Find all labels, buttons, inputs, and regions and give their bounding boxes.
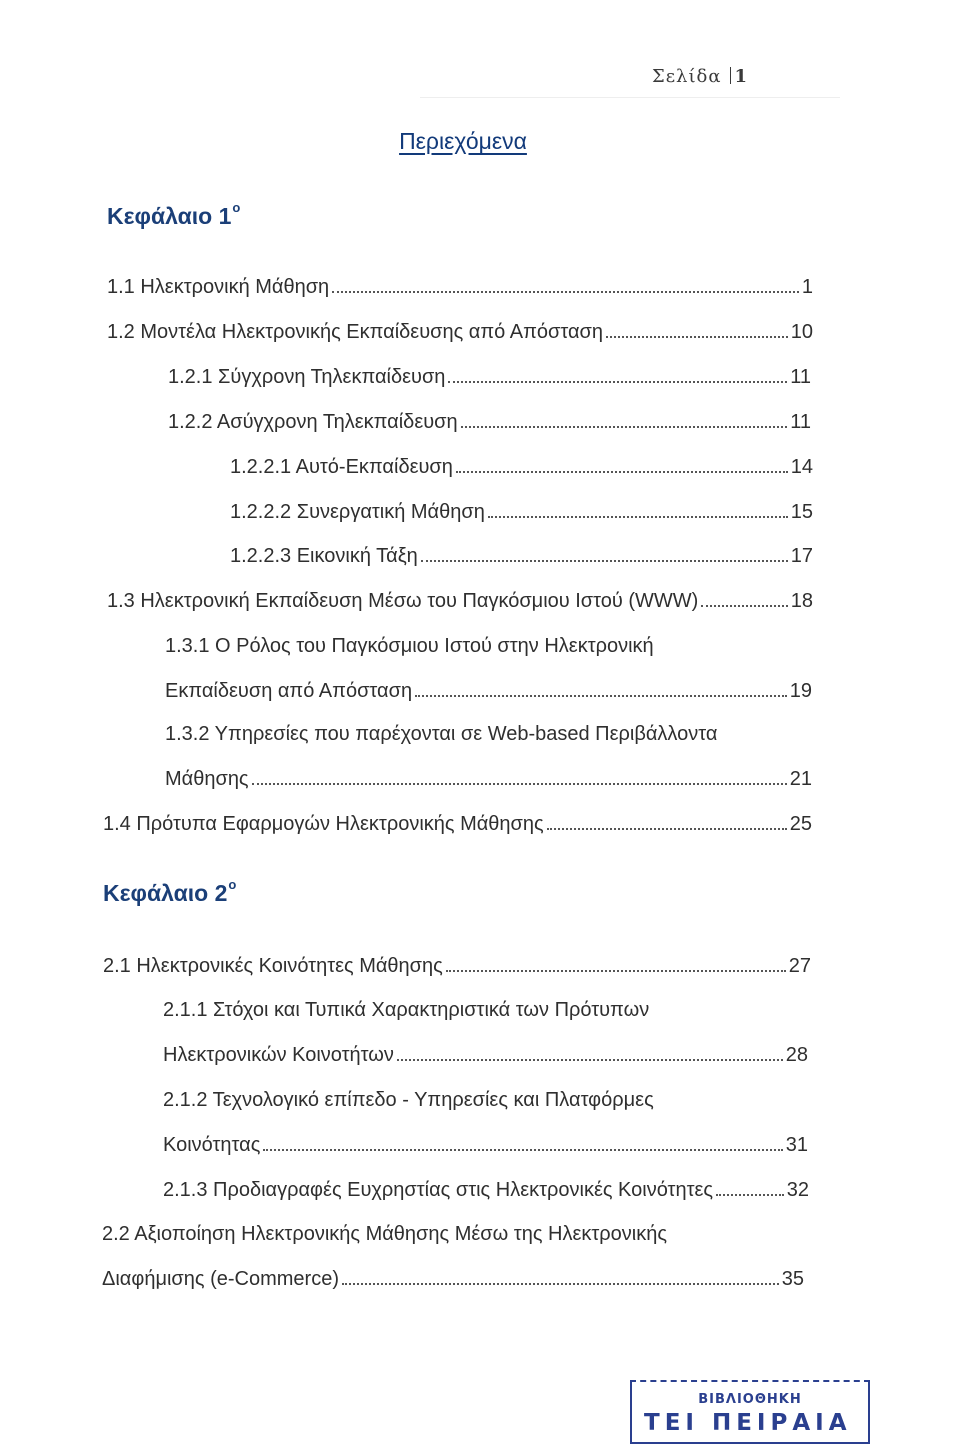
- chapter-1-heading: [107, 200, 240, 230]
- toc-entry-1-3-2-line1: 1.3.2 Υπηρεσίες που παρέχονται σε Web-based Περιβάλλοντα: [165, 723, 718, 745]
- toc-entry-2-2-line1: 2.2 Αξιοποίηση Ηλεκτρονικής Μάθησης Μέσω της Ηλεκτρονικής: [102, 1223, 667, 1245]
- page-header: [652, 66, 852, 98]
- toc-entry-1-3-2[interactable]: [165, 766, 812, 792]
- toc-entry-2-1-2[interactable]: [163, 1132, 808, 1158]
- toc-title: Περιεχόμενα: [399, 128, 527, 154]
- toc-entry-1-3-1-line1: 1.3.1 Ο Ρόλος του Παγκόσμιου Ιστού στην Ηλεκτρονική: [165, 635, 654, 657]
- toc-entry-2-2[interactable]: [102, 1266, 804, 1292]
- toc-entry-label: 2.1.3 Προδιαγραφές Ευχρηστίας στις Ηλεκτρονικές Κοινότητες: [163, 1179, 714, 1201]
- dot-leader: [332, 291, 799, 293]
- header-rule: [420, 97, 840, 98]
- toc-entry-page: 11: [790, 411, 811, 433]
- toc-entry-1-2-2-3[interactable]: [230, 543, 813, 569]
- dot-leader: [415, 695, 787, 697]
- toc-entry-label: 1.2.2.3 Εικονική Τάξη: [230, 545, 418, 567]
- chapter-2-title: Κεφάλαιο 2: [103, 880, 228, 906]
- toc-entry-label: 1.1 Ηλεκτρονική Μάθηση: [107, 276, 330, 298]
- page-label: Σελίδα: [652, 66, 722, 87]
- toc-entry-label: 1.2 Μοντέλα Ηλεκτρονικής Εκπαίδευσης από Απόσταση: [107, 321, 603, 343]
- toc-entry-label: 1.2.1 Σύγχρονη Τηλεκπαίδευση: [168, 366, 446, 388]
- toc-entry-1-2[interactable]: [107, 319, 813, 345]
- toc-entry-page: 28: [785, 1044, 808, 1066]
- toc-entry-page: 35: [781, 1268, 804, 1290]
- toc-entry-page: 19: [789, 680, 812, 702]
- toc-entry-2-1-1[interactable]: [163, 1042, 808, 1068]
- toc-entry-page: 25: [789, 813, 812, 835]
- dot-leader: [252, 783, 787, 785]
- toc-entry-2-1[interactable]: [103, 953, 811, 979]
- chapter-2-heading: [103, 877, 236, 907]
- dot-leader: [263, 1149, 782, 1151]
- stamp-bottom-text: ΤΕΙ ΠΕΙΡΑΙΑ: [644, 1410, 852, 1436]
- toc-entry-label: Εκπαίδευση από Απόσταση: [165, 680, 413, 702]
- toc-entry-label: 2.1 Ηλεκτρονικές Κοινότητες Μάθησης: [103, 955, 443, 977]
- dot-leader: [448, 381, 787, 383]
- toc-entry-1-2-2[interactable]: [168, 409, 811, 435]
- toc-entry-page: 32: [786, 1179, 809, 1201]
- toc-entry-label: 1.4 Πρότυπα Εφαρμογών Ηλεκτρονικής Μάθησης: [103, 813, 544, 835]
- chapter-1-title: Κεφάλαιο 1: [107, 203, 232, 229]
- toc-entry-label: 1.3 Ηλεκτρονική Εκπαίδευση Μέσω του Παγκόσμιου Ιστού (WWW): [107, 590, 699, 612]
- toc-entry-1-4[interactable]: [103, 811, 812, 837]
- toc-entry-1-2-2-1[interactable]: [230, 454, 813, 480]
- dot-leader: [461, 426, 788, 428]
- dot-leader: [446, 970, 786, 972]
- toc-entry-label: Διαφήμισης (e-Commerce): [102, 1268, 339, 1290]
- toc-entry-label: Ηλεκτρονικών Κοινοτήτων: [163, 1044, 394, 1066]
- toc-entry-2-1-1-line1: 2.1.1 Στόχοι και Τυπικά Χαρακτηριστικά των Πρότυπων: [163, 999, 650, 1021]
- toc-entry-page: 1: [801, 276, 813, 298]
- toc-entry-1-2-1[interactable]: [168, 364, 811, 390]
- chapter-2-ordinal: ο: [228, 877, 237, 892]
- toc-entry-label: 1.2.2 Ασύγχρονη Τηλεκπαίδευση: [168, 411, 458, 433]
- toc-entry-page: 14: [790, 456, 813, 478]
- dot-leader: [606, 336, 788, 338]
- dot-leader: [701, 605, 787, 607]
- library-stamp: [630, 1380, 870, 1444]
- dot-leader: [342, 1283, 779, 1285]
- dot-leader: [488, 516, 788, 518]
- dot-leader: [716, 1194, 784, 1196]
- toc-entry-2-1-3[interactable]: [163, 1177, 809, 1203]
- toc-entry-1-3-1[interactable]: [165, 678, 812, 704]
- toc-entry-page: 21: [789, 768, 812, 790]
- toc-entry-1-3[interactable]: [107, 588, 813, 614]
- toc-entry-page: 17: [790, 545, 813, 567]
- toc-entry-page: 27: [788, 955, 811, 977]
- chapter-1-ordinal: ο: [232, 200, 241, 215]
- toc-entry-page: 10: [790, 321, 813, 343]
- dot-leader: [421, 560, 788, 562]
- dot-leader: [547, 828, 787, 830]
- toc-entry-2-1-2-line1: 2.1.2 Τεχνολογικό επίπεδο - Υπηρεσίες και Πλατφόρμες: [163, 1089, 654, 1111]
- toc-entry-page: 11: [790, 366, 811, 388]
- toc-entry-label: 1.2.2.2 Συνεργατική Μάθηση: [230, 501, 485, 523]
- toc-entry-page: 15: [790, 501, 813, 523]
- dot-leader: [397, 1059, 783, 1061]
- toc-entry-1-2-2-2[interactable]: [230, 499, 813, 525]
- page-number: 1: [734, 66, 749, 87]
- header-separator: [730, 67, 731, 84]
- dot-leader: [456, 471, 788, 473]
- toc-entry-label: Μάθησης: [165, 768, 249, 790]
- stamp-top-text: ΒΙΒΛΙΟΘΗΚΗ: [698, 1392, 802, 1407]
- toc-entry-1-1[interactable]: [107, 274, 813, 300]
- toc-entry-label: Κοινότητας: [163, 1134, 261, 1156]
- toc-entry-page: 18: [790, 590, 813, 612]
- toc-entry-page: 31: [785, 1134, 808, 1156]
- toc-entry-label: 1.2.2.1 Αυτό-Εκπαίδευση: [230, 456, 453, 478]
